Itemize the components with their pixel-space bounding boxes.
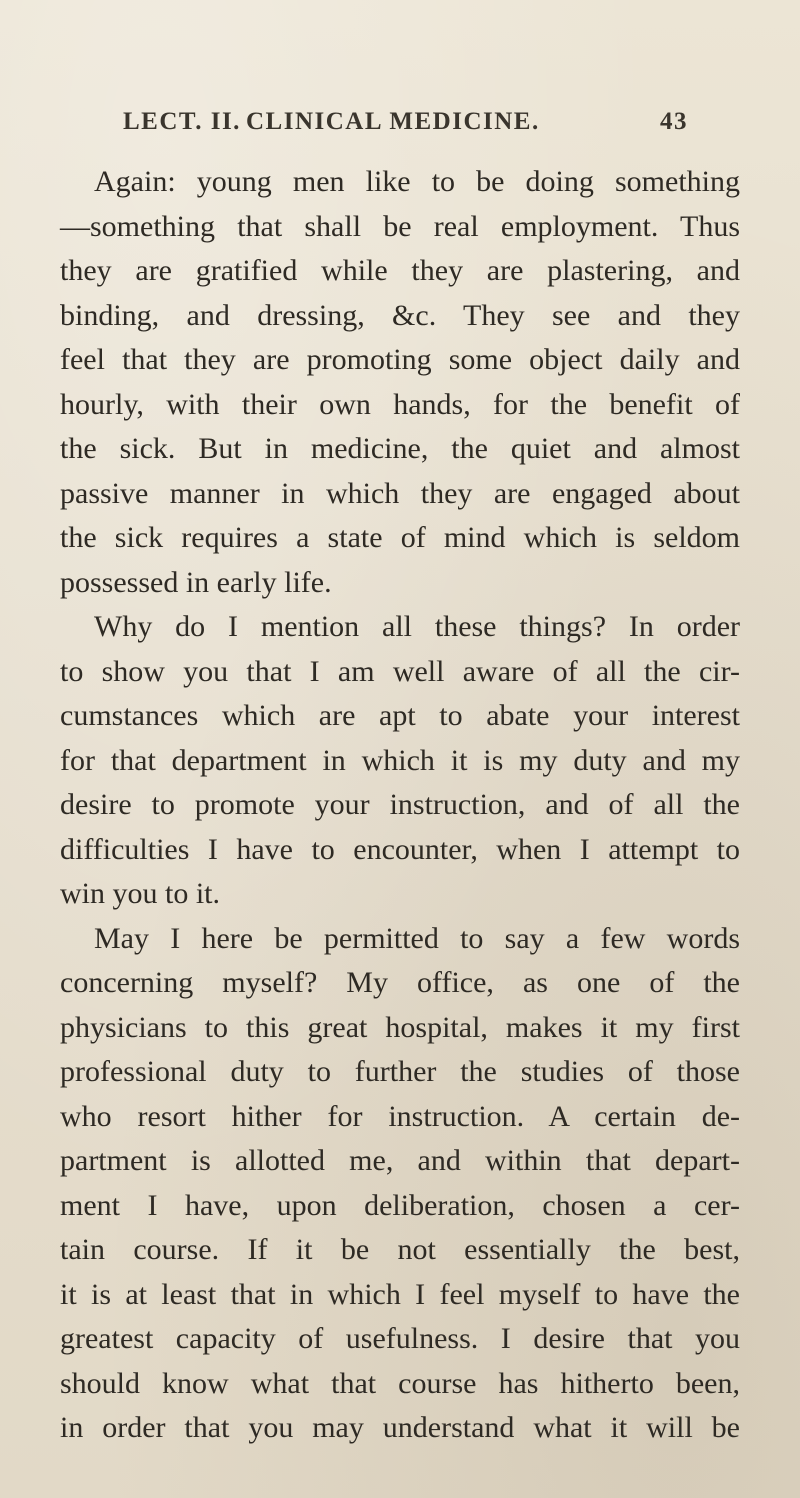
text-line: concerning myself? My office, as one of the <box>60 966 740 999</box>
text-line: in order that you may understand what it will be <box>60 1411 740 1444</box>
text-line: who resort hither for instruction. A certain de- <box>60 1099 740 1133</box>
text-line: it is at least that in which I feel myself to have the <box>60 1277 740 1311</box>
text-line: possessed in early life. <box>60 565 332 599</box>
text-line: desire to promote your instruction, and of all the <box>60 788 740 821</box>
text-line: win you to it. <box>60 877 221 910</box>
page-number: 43 <box>660 108 688 135</box>
running-header <box>123 108 688 148</box>
body-text <box>60 160 740 1451</box>
text-line: hourly, with their own hands, for the benefit of <box>60 387 740 421</box>
text-line: binding, and dressing, &c. They see and they <box>60 298 740 332</box>
text-line: ment I have, upon deliberation, chosen a cer- <box>60 1188 740 1222</box>
text-line: tain course. If it be not essentially the best, <box>60 1233 740 1266</box>
text-line: May I here be permitted to say a few words <box>94 921 740 955</box>
text-line: the sick requires a state of mind which is seldom <box>60 521 740 554</box>
paragraph <box>60 160 740 605</box>
text-line: professional duty to further the studies of those <box>60 1055 740 1088</box>
text-line: to show you that I am well aware of all the cir- <box>60 654 740 688</box>
text-line: cumstances which are apt to abate your interest <box>60 699 740 732</box>
text-line: should know what that course has hitherto been, <box>60 1366 740 1400</box>
running-title: CLINICAL MEDICINE. <box>246 108 540 135</box>
text-line: passive manner in which they are engaged about <box>60 476 740 510</box>
text-line: feel that they are promoting some object daily and <box>60 343 740 376</box>
text-line: difficulties I have to encounter, when I attempt to <box>60 832 740 866</box>
text-line: Again: young men like to be doing something <box>94 165 740 198</box>
paragraph <box>60 605 740 917</box>
paragraph <box>60 917 740 1451</box>
text-line: the sick. But in medicine, the quiet and almost <box>60 432 740 465</box>
text-line: —something that shall be real employment. Thus <box>60 209 740 243</box>
lecture-number: LECT. II. <box>123 108 241 135</box>
text-line: partment is allotted me, and within that depart- <box>60 1144 740 1177</box>
text-line: Why do I mention all these things? In order <box>94 610 740 643</box>
text-line: they are gratified while they are plastering, and <box>60 254 740 287</box>
text-line: greatest capacity of usefulness. I desire that you <box>60 1322 740 1355</box>
text-line: for that department in which it is my duty and my <box>60 743 740 777</box>
text-line: physicians to this great hospital, makes it my first <box>60 1010 740 1044</box>
